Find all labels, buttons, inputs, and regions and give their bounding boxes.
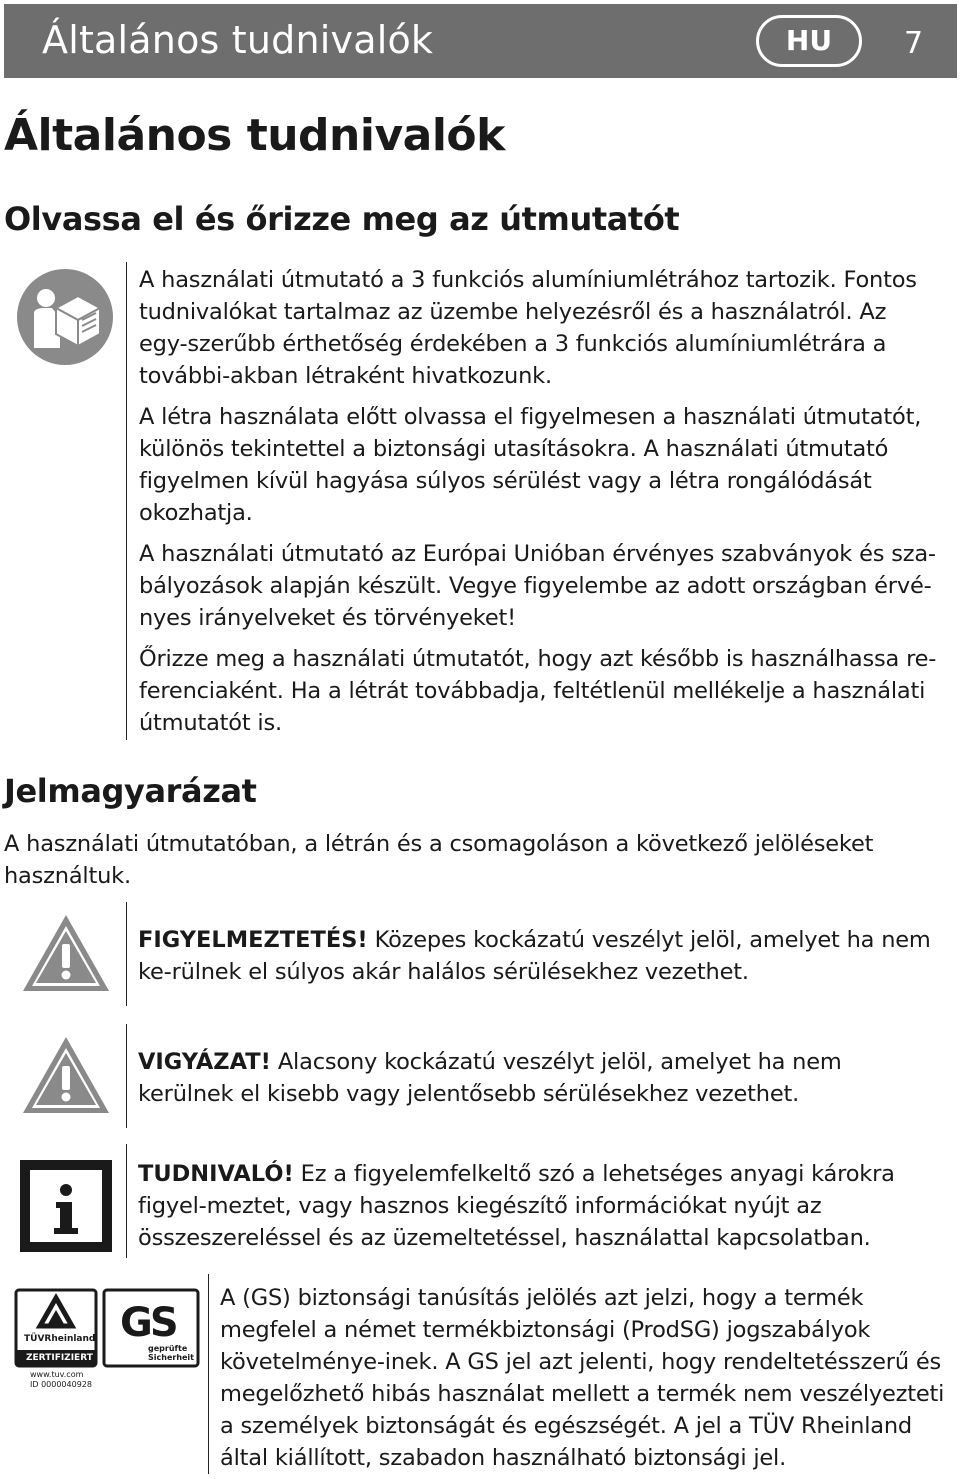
caution-triangle-icon [20, 1034, 112, 1116]
warning-keyword: FIGYELMEZTETÉS! [138, 927, 368, 953]
notice-text: Ez a figyelemfelkeltő szó a lehetséges anyagi károkra figyel-meztet, vagy hasznos kiegészítő információkat nyújt az összeszereléssel és az üzemeltetéssel, használattal kapcsolatban. [138, 1161, 895, 1251]
intro-paragraph: Őrizze meg a használati útmutatót, hogy azt később is használhassa re-ferenciaként. Ha a létrát továbbadja, feltétlenül mellékelje a használati útmutatót is. [139, 646, 937, 736]
tuv-brand-label: TÜVRheinland [24, 1334, 96, 1344]
intro-paragraph: A létra használata előtt olvassa el figyelmesen a használati útmutatót, különös tekintettel a biztonsági utasításokra. A használati útmutató figyelmen kívül hagyása súlyos sérülést vagy a létra rongálódását okozhatja. [139, 404, 922, 526]
tuv-url: www.tuv.com [30, 1370, 84, 1379]
tuv-id: ID 0000040928 [30, 1380, 92, 1389]
page-number: 7 [904, 26, 924, 61]
read-manual-icon [16, 268, 114, 366]
warning-triangle-icon [20, 912, 112, 994]
gs-mark-icon: GS [120, 1300, 176, 1346]
section-heading-legend: Jelmagyarázat [4, 772, 257, 810]
divider [126, 902, 127, 1006]
notice-keyword: TUDNIVALÓ! [138, 1161, 294, 1187]
gs-description: A (GS) biztonsági tanúsítás jelölés azt jelzi, hogy a termék megfelel a német termékbiztonsági (ProdSG) jogszabályok követelménye-inek. A GS jel azt jelenti, hogy rendeltetésszerű és megelőzhető hibás használat mellett a termék nem veszélyezteti a személyek biztonságát és egészségét. A jel a TÜV Rheinland által kiállított, szabadon használható biztonsági jel. [220, 1285, 945, 1471]
notice-description [138, 1158, 938, 1254]
warning-text: Közepes kockázatú veszélyt jelöl, amelyet ha nem ke-rülnek el súlyos akár halálos sérülésekhez vezethet. [138, 927, 931, 985]
intro-paragraph: A használati útmutató az Európai Unióban érvényes szabványok és sza-bályozások alapján készült. Vegye figyelembe az adott országban érvé-nyes irányelveket és törvényeket! [139, 541, 936, 631]
divider [126, 1144, 127, 1258]
info-icon [20, 1160, 112, 1252]
gs-caption-line1: geprüfte [148, 1344, 188, 1353]
header-title: Általános tudnivalók [42, 18, 434, 62]
language-badge: HU [756, 15, 862, 67]
tuv-status-label: ZERTIFIZIERT [26, 1353, 93, 1363]
divider [126, 1024, 127, 1128]
divider [208, 1274, 209, 1474]
warning-description [138, 924, 938, 988]
certification-logos [14, 1286, 200, 1390]
caution-text: Alacsony kockázatú veszélyt jelöl, amelyet ha nem kerülnek el kisebb vagy jelentősebb sérülésekhez vezethet. [138, 1049, 842, 1107]
legend-intro: A használati útmutatóban, a létrán és a csomagoláson a következő jelöléseket használtuk. [4, 831, 874, 889]
page-header [4, 4, 957, 78]
section-heading-read: Olvassa el és őrizze meg az útmutatót [4, 200, 680, 238]
intro-text-block [126, 262, 939, 740]
caution-keyword: VIGYÁZAT! [138, 1049, 271, 1075]
gs-caption-line2: Sicherheit [148, 1353, 194, 1362]
intro-paragraph: A használati útmutató a 3 funkciós alumíniumlétrához tartozik. Fontos tudnivalókat tartalmaz az üzembe helyezésről és a használatról. Az egy-szerűbb érthetőség érdekében a 3 funkciós alumíniumlétrára a további-akban létraként hivatkozunk. [139, 267, 917, 389]
caution-description [138, 1046, 938, 1110]
page-title: Általános tudnivalók [4, 110, 505, 161]
